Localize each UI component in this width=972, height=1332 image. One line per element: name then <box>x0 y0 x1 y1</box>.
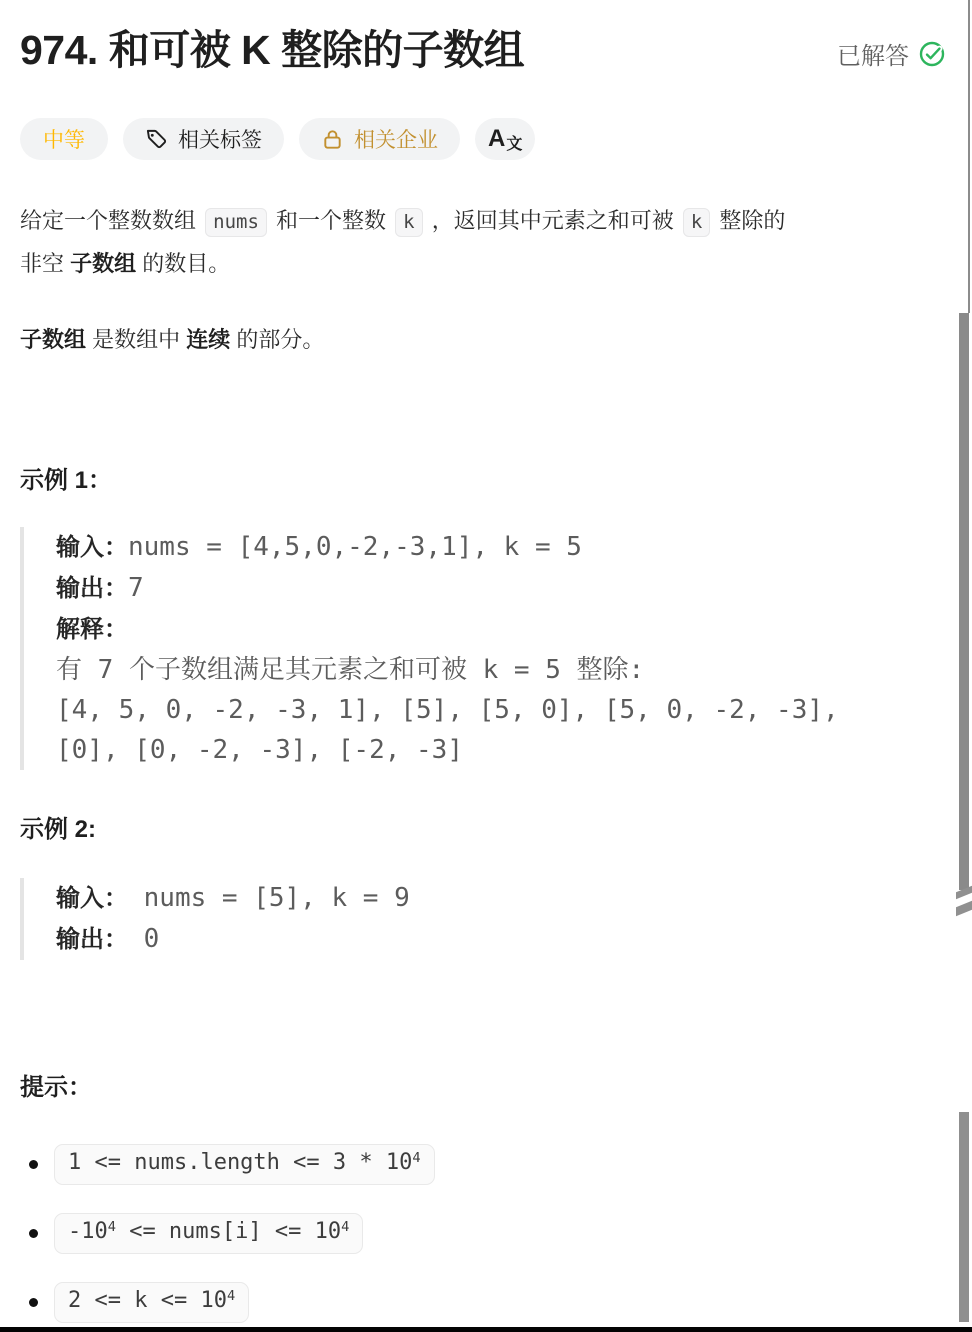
description-line: 给定一个整数数组 nums 和一个整数 k ，返回其中元素之和可被 k 整除的 <box>20 200 950 243</box>
constraint-code: $2 <= k <= 10^4$ <box>54 1282 249 1323</box>
bullet-dot <box>29 1160 38 1169</box>
tag-row <box>20 118 950 160</box>
description-paragraph-1 <box>20 200 950 285</box>
example-line: [0], [0, -2, -3], [-2, -3] <box>56 735 463 765</box>
constraints-heading: 提示： <box>20 1074 92 1101</box>
example-1-block <box>20 527 950 770</box>
difficulty-badge[interactable] <box>20 118 108 160</box>
bottom-panel-edge <box>0 1327 972 1332</box>
translate-button[interactable]: A 文 <box>475 118 535 160</box>
constraints-list <box>20 1144 950 1323</box>
example-line: 输入： nums = [5], k = 9 <box>56 883 410 913</box>
example-line: 有 7 个子数组满足其元素之和可被 k = 5 整除: <box>56 655 645 685</box>
related-tags-button[interactable] <box>123 118 284 160</box>
example-line: 输出： 0 <box>56 924 160 954</box>
example-line: 输入：nums = [4,5,0,-2,-3,1], k = 5 <box>56 532 582 562</box>
scrollbar-thumb[interactable] <box>959 313 969 890</box>
example-line: 输出：7 <box>56 573 144 603</box>
lock-icon <box>321 128 344 151</box>
example-line: 解释： <box>56 616 128 643</box>
list-item <box>20 1213 950 1254</box>
related-companies-label: 相关企业 <box>354 129 438 152</box>
scrollbar-thumb-lower[interactable] <box>959 1112 969 1322</box>
list-item <box>20 1282 950 1323</box>
related-tags-label: 相关标签 <box>178 129 262 152</box>
solved-status-label: 已解答 <box>837 43 909 70</box>
list-item <box>20 1144 950 1185</box>
tag-icon <box>145 128 168 151</box>
description-line: 非空 子数组 的数目。 <box>20 251 231 276</box>
example-1-heading: 示例 1： <box>20 467 113 494</box>
related-companies-button[interactable] <box>299 118 460 160</box>
example-line: [4, 5, 0, -2, -3, 1], [5], [5, 0], [5, 0, -2, -3], <box>56 695 839 725</box>
bullet-dot <box>29 1298 38 1307</box>
bullet-dot <box>29 1229 38 1238</box>
difficulty-label: 中等 <box>43 129 85 152</box>
constraint-code: $-10^4$ <= nums[i] <= $10^4$ <box>54 1213 363 1254</box>
check-circle-icon <box>918 40 946 68</box>
example-2-block <box>20 878 950 960</box>
solved-status <box>837 36 946 71</box>
translate-icon: A <box>488 125 506 152</box>
constraint-code: 1 <= nums.length <= $3 * 10^4$ <box>54 1144 435 1185</box>
description-paragraph-2: 子数组 是数组中 连续 的部分。 <box>20 327 325 352</box>
page-title: 974. 和可被 K 整除的子数组 <box>20 27 525 73</box>
title-row <box>20 26 950 74</box>
panel-divider-line <box>968 0 970 313</box>
example-2-heading: 示例 2: <box>20 816 97 843</box>
